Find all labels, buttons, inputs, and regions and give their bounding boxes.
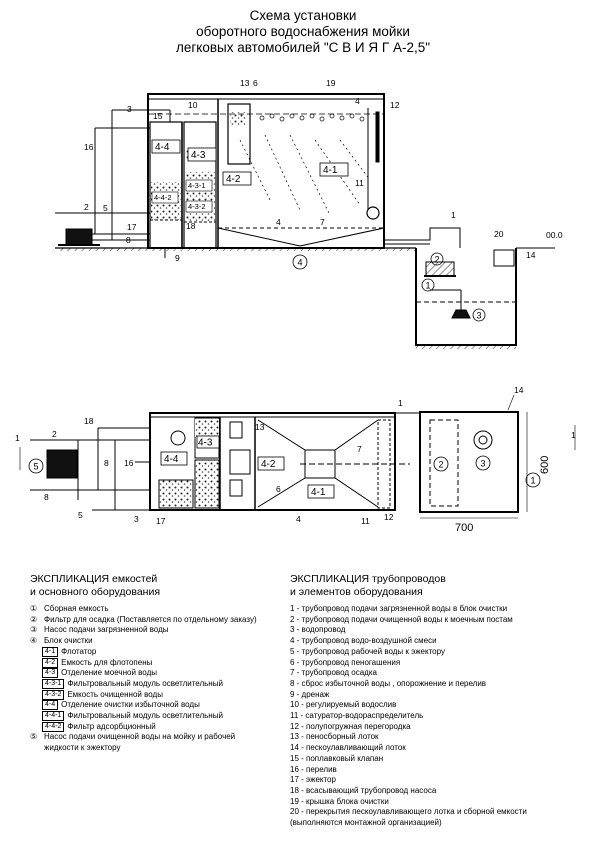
plan-view bbox=[20, 395, 575, 518]
dim-width: 700 bbox=[455, 522, 474, 534]
item-text: Сборная емкость bbox=[44, 604, 109, 613]
item-text: Флотатор bbox=[61, 646, 97, 656]
sec-num-12: 12 bbox=[390, 100, 400, 110]
plan-circle-5: 5 bbox=[33, 461, 39, 472]
plan-pump-5 bbox=[47, 450, 77, 478]
plan-num-8b: 8 bbox=[44, 492, 49, 502]
level-mark: 00.0 bbox=[546, 230, 563, 240]
plan-num-16: 16 bbox=[124, 458, 134, 468]
list-subitem bbox=[30, 700, 260, 711]
list-item: 19 - крышка блока очистки bbox=[290, 796, 389, 806]
item-mark: ⑤ bbox=[30, 732, 38, 742]
plan-sec-mark-left: 1 bbox=[15, 433, 20, 443]
plan-num-13: 13 bbox=[255, 422, 265, 432]
list-item: 11 - сатуратор-водораспределитель bbox=[290, 711, 424, 721]
list-subitem bbox=[30, 679, 260, 690]
list-item bbox=[30, 604, 260, 615]
list-item: 17 - эжектор bbox=[290, 775, 336, 785]
sec-num-16: 16 bbox=[84, 142, 94, 152]
item-mark: ① bbox=[30, 604, 38, 613]
list-item: 2 - трубопровод подачи очищенной воды к моечным постам bbox=[290, 614, 513, 624]
plan-circle-3: 3 bbox=[480, 458, 486, 469]
plan-num-11: 11 bbox=[361, 516, 370, 526]
list-item bbox=[30, 625, 260, 636]
item-text: Фильтр адсорбционный bbox=[67, 721, 156, 731]
sec-num-19: 19 bbox=[326, 78, 336, 88]
sec-num-1: 1 bbox=[451, 210, 456, 220]
sec-num-9: 9 bbox=[175, 253, 180, 263]
list-item bbox=[30, 732, 260, 753]
list-item: 9 - дренаж bbox=[290, 689, 330, 699]
section-circle-1: 1 bbox=[425, 280, 431, 291]
list-item: 5 - трубопровод рабочей воды к эжектору bbox=[290, 646, 445, 656]
item-text: Фильтр для осадка (Поставляется по отдельному заказу) bbox=[44, 614, 257, 624]
label-b41: 4-1 bbox=[323, 165, 338, 176]
list-subitem bbox=[30, 711, 260, 722]
sec-num-13: 13 bbox=[240, 78, 250, 88]
plan-num-18: 18 bbox=[84, 416, 94, 426]
item-text: Насос подачи очищенной воды на мойку и рабочей жидкости к эжектору bbox=[44, 732, 236, 753]
sec-num-15: 15 bbox=[153, 111, 163, 121]
item-text: Фильтровальный модуль осветлительный bbox=[67, 678, 223, 688]
item-text: Отделение моечной воды bbox=[61, 668, 157, 678]
plan-label-b41: 4-1 bbox=[311, 487, 326, 498]
list-item: 15 - поплавковый клапан bbox=[290, 753, 384, 763]
list-subitem bbox=[30, 647, 260, 658]
sec-num-5: 5 bbox=[103, 203, 108, 213]
plan-pump-3 bbox=[474, 431, 492, 449]
list-item: 3 - водопровод bbox=[290, 625, 346, 635]
plan-num-4: 4 bbox=[296, 514, 301, 524]
section-circle-4: 4 bbox=[297, 257, 303, 268]
legend-right-heading-2: и элементов оборудования bbox=[290, 586, 423, 598]
label-b432: 4-3-2 bbox=[188, 202, 206, 211]
plan-num-14: 14 bbox=[514, 385, 524, 395]
plan-num-7: 7 bbox=[357, 444, 362, 454]
section-circle-3: 3 bbox=[476, 310, 482, 321]
item-text: Отделение очистки избыточной воды bbox=[61, 700, 200, 710]
sand-trap bbox=[494, 250, 514, 266]
sec-num-3: 3 bbox=[127, 104, 132, 114]
item-code: 4-4 bbox=[42, 700, 58, 710]
flotator-bottom bbox=[218, 228, 384, 246]
list-subitem bbox=[30, 722, 260, 733]
sec-num-6: 6 bbox=[253, 78, 258, 88]
sec-num-2: 2 bbox=[84, 202, 89, 212]
list-item: 20 - перекрытия пескоулавливающего лотка и сборной емкости (выполняются монтажной организацией) bbox=[290, 807, 527, 828]
sec-num-10: 10 bbox=[188, 100, 198, 110]
item-text: Емкость для флотопены bbox=[61, 657, 153, 667]
item-text: Насос подачи загрязненной воды bbox=[44, 625, 169, 635]
legend-left-heading bbox=[30, 573, 260, 599]
title-line-1: Схема установки bbox=[249, 8, 357, 23]
label-b44: 4-4 bbox=[155, 142, 170, 153]
block-body bbox=[148, 94, 384, 248]
saturator bbox=[367, 207, 379, 219]
legend-right bbox=[290, 573, 580, 829]
plan-label-b43: 4-3 bbox=[198, 437, 213, 449]
legend-left bbox=[30, 573, 260, 754]
list-item: 6 - трубопровод пеногашения bbox=[290, 657, 401, 667]
plan-num-17: 17 bbox=[156, 516, 166, 526]
title-line-3: легковых автомобилей "С В И Я Г А-2,5" bbox=[175, 40, 431, 55]
plan-num-12: 12 bbox=[384, 512, 394, 522]
item-code: 4-4-2 bbox=[42, 722, 64, 732]
item-code: 4-1 bbox=[42, 647, 58, 657]
list-subitem bbox=[30, 668, 260, 679]
bubbles bbox=[260, 114, 364, 121]
label-b42: 4-2 bbox=[226, 174, 241, 185]
legend-right-heading-1: ЭКСПЛИКАЦИЯ трубопроводов bbox=[290, 573, 446, 585]
baffle bbox=[376, 112, 379, 162]
list-item bbox=[30, 615, 260, 626]
sec-num-18: 18 bbox=[186, 221, 196, 231]
plan-circle-2: 2 bbox=[438, 459, 444, 470]
plan-num-2: 2 bbox=[52, 429, 57, 439]
list-subitem bbox=[30, 690, 260, 701]
sec-num-14: 14 bbox=[526, 250, 536, 260]
sec-num-4b: 4 bbox=[355, 96, 360, 106]
plan-sec-mark-right: 1 bbox=[571, 430, 576, 440]
pump-5 bbox=[66, 229, 92, 245]
sec-num-20: 20 bbox=[494, 229, 504, 239]
list-item: 1 - трубопровод подачи загрязненной воды в блок очистки bbox=[290, 604, 508, 613]
label-b43: 4-3 bbox=[191, 150, 206, 161]
list-item: 12 - полупогружная перегородка bbox=[290, 721, 411, 731]
list-item: 13 - пеносборный лоток bbox=[290, 732, 379, 742]
list-item: 14 - пескоулавливающий лоток bbox=[290, 743, 406, 753]
plan-float-valve bbox=[171, 431, 185, 445]
list-subitem bbox=[30, 658, 260, 669]
plan-num-5: 5 bbox=[78, 510, 83, 520]
legend-right-heading bbox=[290, 573, 580, 599]
item-mark: ② bbox=[30, 614, 38, 624]
item-code: 4-3-2 bbox=[42, 690, 64, 700]
plan-label-b44: 4-4 bbox=[164, 454, 179, 465]
item-code: 4-2 bbox=[42, 658, 58, 668]
item-text: Блок очистки bbox=[44, 636, 93, 646]
submersible-pump bbox=[452, 310, 470, 318]
label-b431: 4-3-1 bbox=[188, 181, 206, 190]
item-code: 4-3-1 bbox=[42, 679, 64, 689]
label-b442: 4-4-2 bbox=[154, 193, 172, 202]
dim-height: 600 bbox=[539, 455, 551, 474]
list-item: 8 - сброс избыточной воды , опорожнение и перелив bbox=[290, 678, 487, 688]
item-code: 4-4-1 bbox=[42, 711, 64, 721]
list-item: 16 - перелив bbox=[290, 764, 337, 774]
plan-num-6: 6 bbox=[276, 484, 281, 494]
title-line-2: оборотного водоснабжения мойки bbox=[196, 24, 410, 39]
sec-num-8: 8 bbox=[126, 235, 131, 245]
sec-num-7: 7 bbox=[320, 217, 325, 227]
plan-label-b42: 4-2 bbox=[261, 459, 276, 470]
item-code: 4-3 bbox=[42, 668, 58, 678]
item-text: Фильтровальный модуль осветлительный bbox=[67, 711, 223, 721]
list-item: 18 - всасывающий трубопровод насоса bbox=[290, 785, 437, 795]
gravel-fill-2 bbox=[185, 172, 215, 222]
plan-circle-1: 1 bbox=[530, 475, 536, 486]
list-item: 4 - трубопровод водо-воздушной смеси bbox=[290, 636, 437, 646]
plan-num-1: 1 bbox=[398, 398, 403, 408]
legend-left-heading-1: ЭКСПЛИКАЦИЯ емкостей bbox=[30, 573, 158, 585]
plan-num-3: 3 bbox=[134, 514, 139, 524]
sec-num-11: 11 bbox=[355, 178, 364, 188]
item-mark: ④ bbox=[30, 636, 38, 646]
item-text: Емкость очищенной воды bbox=[67, 689, 163, 699]
item-mark: ③ bbox=[30, 625, 38, 635]
list-item bbox=[30, 636, 260, 647]
section-circle-2: 2 bbox=[434, 254, 440, 265]
list-item: 10 - регулируемый водослив bbox=[290, 700, 397, 710]
plan-num-8a: 8 bbox=[104, 458, 109, 468]
legend-left-heading-2: и основного оборудования bbox=[30, 586, 161, 598]
sec-num-17: 17 bbox=[127, 222, 137, 232]
list-item: 7 - трубопровод осадка bbox=[290, 668, 377, 678]
sec-num-4a: 4 bbox=[276, 217, 281, 227]
